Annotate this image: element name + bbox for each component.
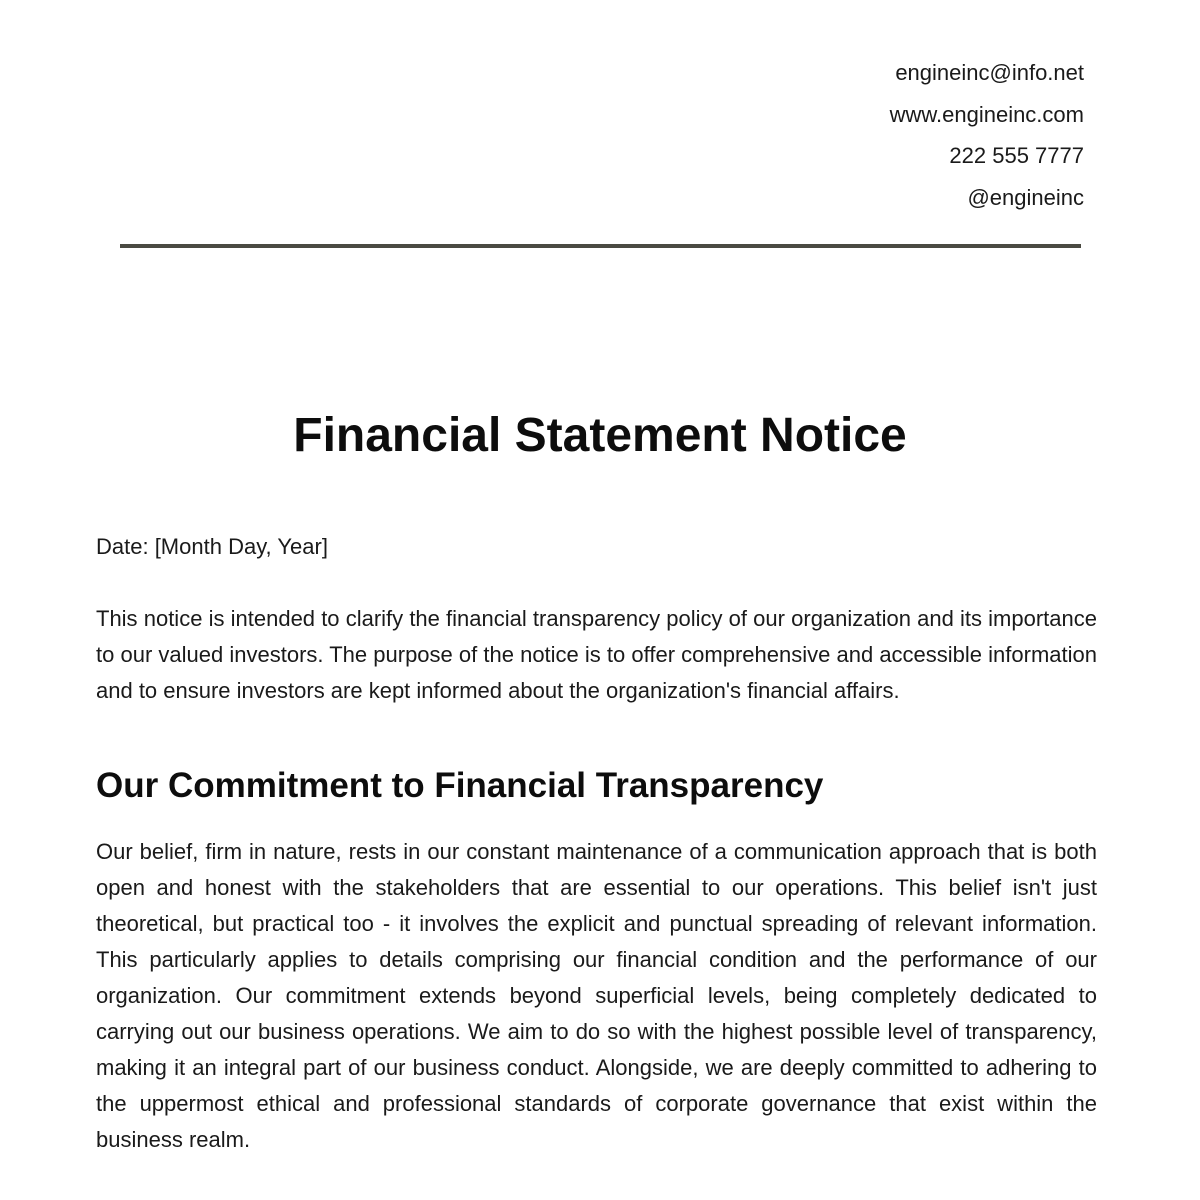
contact-website: www.engineinc.com <box>889 101 1084 127</box>
section-heading: Our Commitment to Financial Transparency <box>96 766 824 805</box>
contact-social-handle: @engineinc <box>967 184 1084 210</box>
intro-paragraph: This notice is intended to clarify the financial transparency policy of our organization and its importance to our valued investors. The purpose of the notice is to offer comprehensive and accessible information and to ensure investors are kept informed about the organization's financial affairs. <box>96 606 1097 703</box>
header-divider <box>120 244 1081 248</box>
document-title: Financial Statement Notice <box>293 409 907 462</box>
date-line: Date: [Month Day, Year] <box>96 534 328 559</box>
contact-block <box>890 52 1084 218</box>
contact-phone: 222 555 7777 <box>949 143 1084 168</box>
contact-email: engineinc@info.net <box>895 60 1084 85</box>
section-body-paragraph: Our belief, firm in nature, rests in our constant maintenance of a communication approach that is both open and honest with the stakeholders that are essential to our operations. This belief isn't just theoretical, but practical too - it involves the explicit and punctual spreading of relevant information. This particularly applies to details comprising our financial condition and the performance of our organization. Our commitment extends beyond superficial levels, being completely dedicated to carrying out our business operations. We aim to do so with the highest possible level of transparency, making it an integral part of our business conduct. Alongside, we are deeply committed to adhering to the uppermost ethical and professional standards of corporate governance that exist within the business realm. <box>96 839 1097 1152</box>
